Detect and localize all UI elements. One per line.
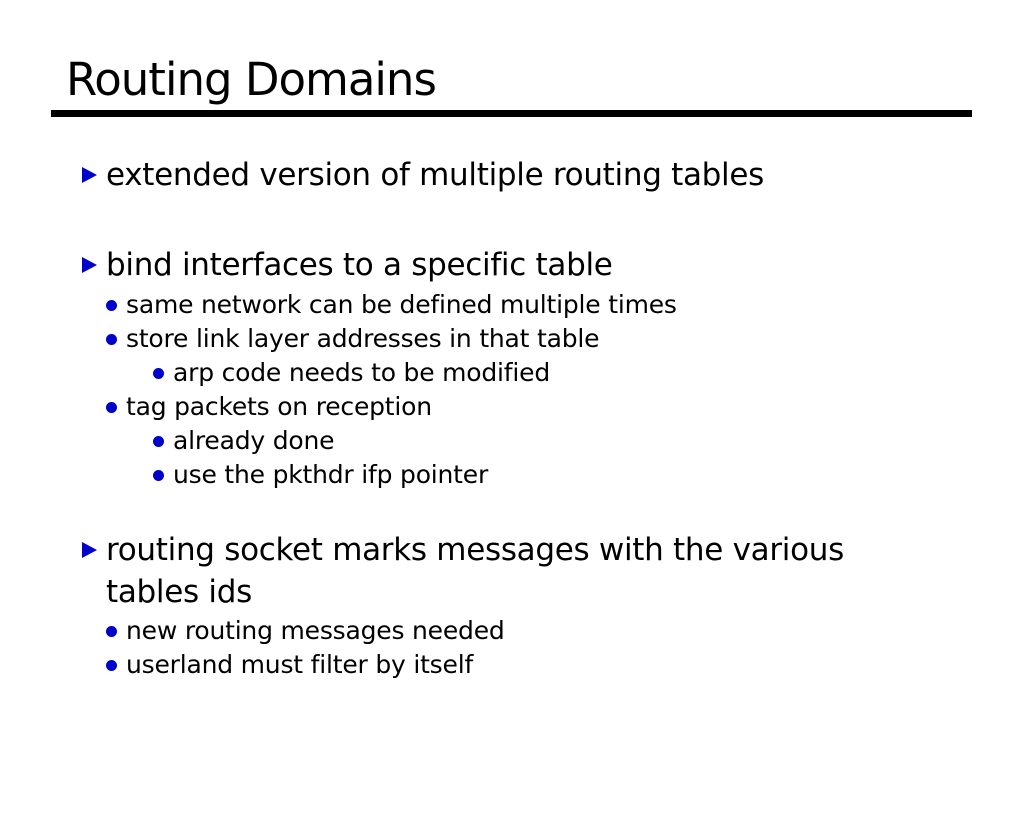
bullet-text: bind interfaces to a specific table xyxy=(106,247,613,283)
bullet-list xyxy=(0,155,1024,682)
bullet-text: extended version of multiple routing tables xyxy=(106,157,764,193)
triangle-bullet-icon xyxy=(82,167,97,183)
bullet-item xyxy=(0,356,1024,390)
bullet-item xyxy=(0,458,1024,492)
dot-bullet-icon xyxy=(153,470,164,481)
bullet-text: store link layer addresses in that table xyxy=(126,324,600,353)
title-underline-rule xyxy=(51,110,972,117)
bullet-item xyxy=(0,245,1024,285)
triangle-bullet-icon xyxy=(82,257,97,273)
bullet-item xyxy=(0,390,1024,424)
bullet-item xyxy=(0,648,1024,682)
bullet-text: routing socket marks messages with the various tables ids xyxy=(106,532,844,610)
bullet-text: arp code needs to be modified xyxy=(173,358,551,387)
slide-title: Routing Domains xyxy=(66,53,436,106)
dot-bullet-icon xyxy=(106,402,117,413)
dot-bullet-icon xyxy=(106,626,117,637)
triangle-bullet-icon xyxy=(82,542,97,558)
bullet-text: userland must filter by itself xyxy=(126,650,474,679)
bullet-text: tag packets on reception xyxy=(126,392,432,421)
bullet-text: same network can be defined multiple times xyxy=(126,290,677,319)
dot-bullet-icon xyxy=(106,300,117,311)
bullet-text: already done xyxy=(173,426,335,455)
bullet-item xyxy=(0,288,1024,322)
dot-bullet-icon xyxy=(106,334,117,345)
bullet-item xyxy=(0,614,1024,648)
bullet-text: use the pkthdr ifp pointer xyxy=(173,460,489,489)
bullet-item xyxy=(0,424,1024,458)
bullet-item xyxy=(0,322,1024,356)
bullet-text: new routing messages needed xyxy=(126,616,505,645)
dot-bullet-icon xyxy=(106,660,117,671)
dot-bullet-icon xyxy=(153,368,164,379)
bullet-item xyxy=(0,529,1024,613)
slide-root xyxy=(0,52,1024,820)
bullet-item xyxy=(0,155,1024,195)
dot-bullet-icon xyxy=(153,436,164,447)
